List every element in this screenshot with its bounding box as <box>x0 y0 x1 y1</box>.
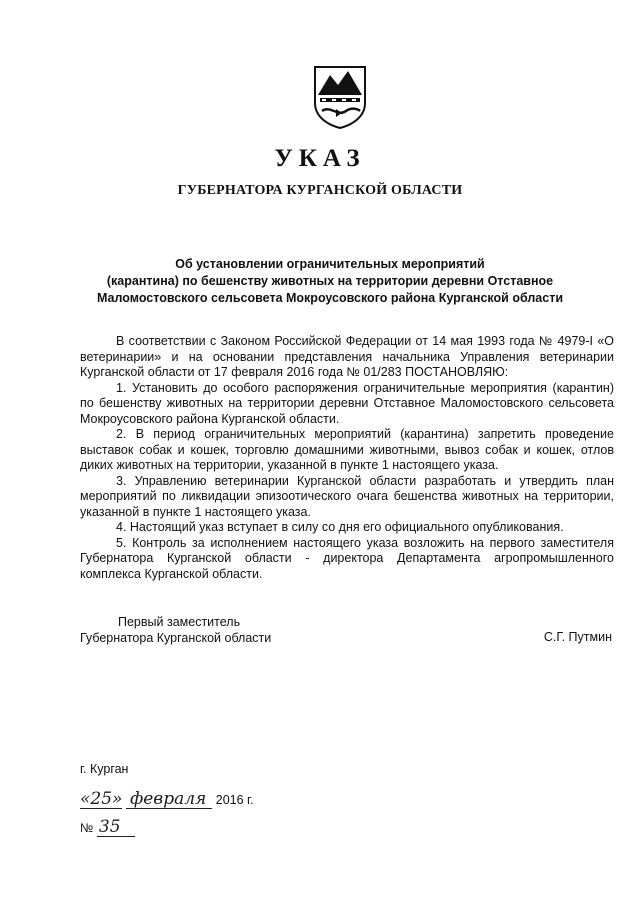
decree-issuer: ГУБЕРНАТОРА КУРГАНСКОЙ ОБЛАСТИ <box>177 183 463 198</box>
number-label: № <box>80 821 94 835</box>
issue-city: г. Курган <box>80 762 129 776</box>
decree-title: УКАЗ <box>274 145 366 172</box>
signatory-role-line: Губернатора Курганской области <box>80 631 272 645</box>
signatory-role-line: Первый заместитель <box>118 615 241 629</box>
subject-line: Об установлении ограничительных мероприятий <box>175 257 485 271</box>
body-paragraph-4: 4. Настоящий указ вступает в силу со дня его официального опубликования. <box>116 520 564 534</box>
date-day-field: «25» <box>80 789 123 809</box>
coat-of-arms-icon <box>312 65 368 129</box>
body-paragraph-preamble: В соответствии с Законом Российской Федерации от 14 мая 1993 года № 4979-I «О ветеринарии» и на основании представления начальника Управления ветеринарии Курганской области от 17 февраля 2016 года № 01/283 ПОСТАНОВЛЯЮ: <box>80 334 614 379</box>
date-day: 25 <box>90 789 113 809</box>
decree-number <box>80 818 135 837</box>
body-paragraph-5: 5. Контроль за исполнением настоящего указа возложить на первого заместителя Губернатора Курганской области - директора Департамента агропромышленного комплекса Курганской области. <box>80 535 614 581</box>
body-paragraph-1: 1. Установить до особого распоряжения ограничительные мероприятия (карантин) по бешенству животных на территории деревни Отставное Маломостовского сельсовета Мокроусовского района Курганской области. <box>80 380 614 426</box>
decree-body <box>80 334 614 582</box>
body-paragraph-2: 2. В период ограничительных мероприятий (карантина) запретить проведение выставок собак и кошек, торговлю домашними животными, вывоз собак и кошек, отлов диких животных на территории, указанной в пункте 1 настоящего указа. <box>80 427 614 472</box>
signatory-role <box>80 614 271 646</box>
date-year: 2016 г. <box>215 793 254 807</box>
subject-line: Маломостовского сельсовета Мокроусовского района Курганской области <box>96 291 564 305</box>
subject-line: (карантина) по бешенству животных на территории деревни Отставное <box>106 274 554 288</box>
body-paragraph-3: 3. Управлению ветеринарии Курганской области разработать и утвердить план мероприятий по ликвидации эпизоотического очага бешенства животных на территории, указанной в пункте 1 настоящего указа. <box>80 473 614 519</box>
date-month: февраля <box>126 790 212 809</box>
signatory-name: С.Г. Путмин <box>543 630 612 644</box>
decree-subject <box>70 256 590 307</box>
number-value: 35 <box>97 818 135 837</box>
issue-date <box>80 790 254 812</box>
